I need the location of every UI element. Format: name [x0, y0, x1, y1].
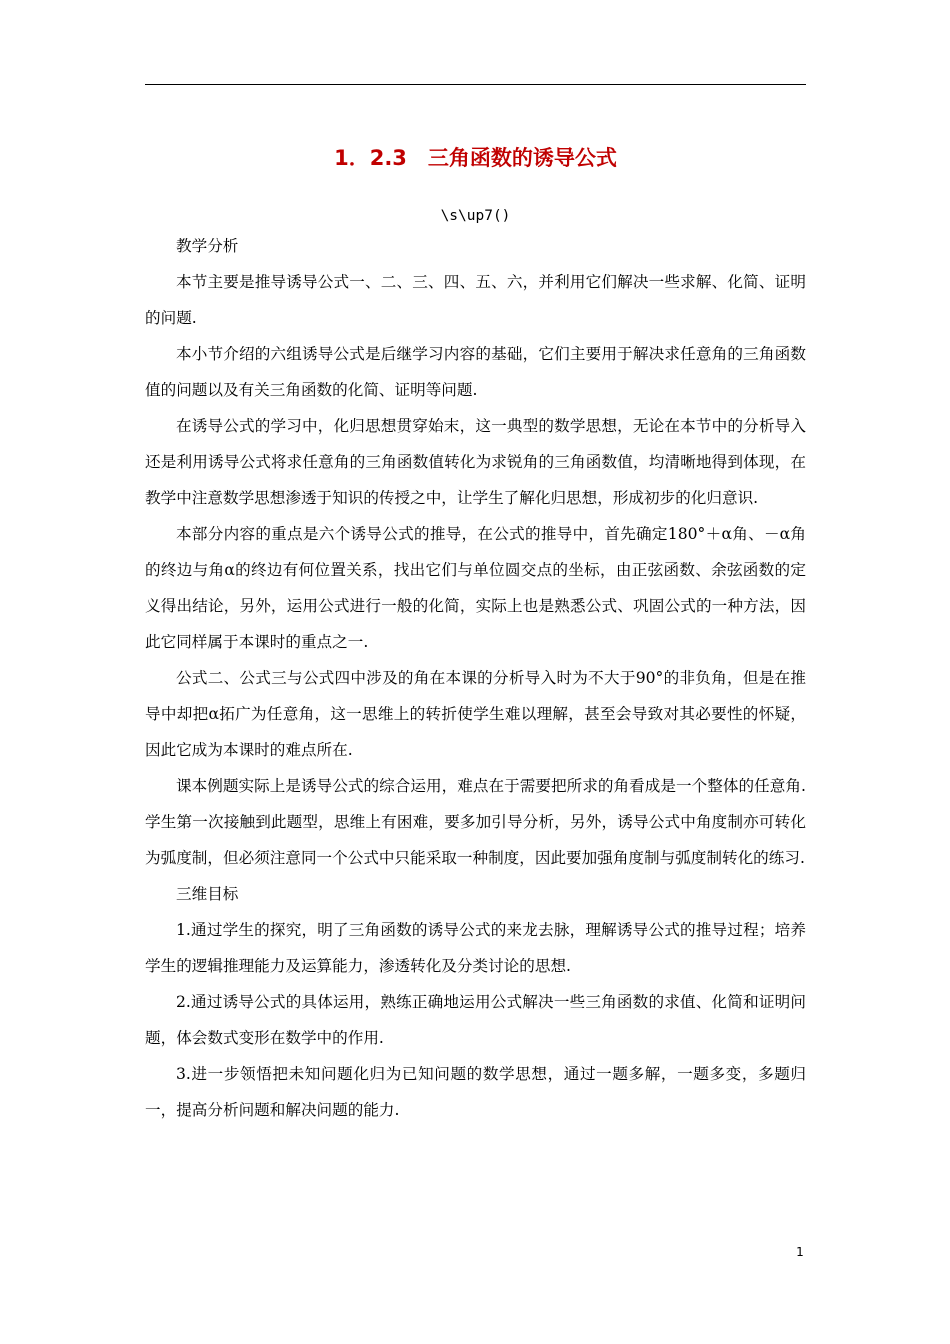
paragraph: 本部分内容的重点是六个诱导公式的推导，在公式的推导中，首先确定180°＋α角、－α角的终边与角α的终边有何位置关系，找出它们与单位圆交点的坐标，由正弦函数、余弦函数的定义得出结论，另外，运用公式进行一般的化简，实际上也是熟悉公式、巩固公式的一种方法，因此它同样属于本课时的重点之一.	[145, 525, 806, 651]
paragraph: 课本例题实际上是诱导公式的综合运用，难点在于需要把所求的角看成是一个整体的任意角.学生第一次接触到此题型，思维上有困难，要多加引导分析，另外，诱导公式中角度制亦可转化为弧度制，但必须注意同一个公式中只能采取一种制度，因此要加强角度制与弧度制转化的练习.	[145, 777, 806, 867]
goal-item: 2.通过诱导公式的具体运用，熟练正确地运用公式解决一些三角函数的求值、化简和证明问题，体会数式变形在数学中的作用.	[145, 993, 806, 1047]
paragraph: 公式二、公式三与公式四中涉及的角在本课的分析导入时为不大于90°的非负角，但是在推导中却把α拓广为任意角，这一思维上的转折使学生难以理解，甚至会导致对其必要性的怀疑，因此它成为本课时的难点所在.	[145, 669, 806, 759]
section-heading-goals: 三维目标	[176, 885, 239, 903]
paragraph: 在诱导公式的学习中，化归思想贯穿始末，这一典型的数学思想，无论在本节中的分析导入还是利用诱导公式将求任意角的三角函数值转化为求锐角的三角函数值，均清晰地得到体现，在教学中注意数学思想渗透于知识的传授之中，让学生了解化归思想，形成初步的化归意识.	[145, 417, 806, 507]
field-code-text: \s\up7()	[440, 208, 511, 224]
header-rule	[145, 84, 806, 85]
document-body	[145, 228, 806, 1128]
page-number: 1	[796, 1245, 804, 1259]
goal-item: 1.通过学生的探究，明了三角函数的诱导公式的来龙去脉，理解诱导公式的推导过程；培养学生的逻辑推理能力及运算能力，渗透转化及分类讨论的思想.	[145, 921, 806, 975]
paragraph: 本节主要是推导诱导公式一、二、三、四、五、六，并利用它们解决一些求解、化简、证明的问题.	[145, 273, 806, 327]
document-title: 1．2.3 三角函数的诱导公式	[334, 146, 617, 170]
goal-item: 3.进一步领悟把未知问题化归为已知问题的数学思想，通过一题多解，一题多变，多题归一，提高分析问题和解决问题的能力.	[145, 1065, 806, 1119]
section-heading-analysis: 教学分析	[176, 237, 239, 255]
paragraph: 本小节介绍的六组诱导公式是后继学习内容的基础，它们主要用于解决求任意角的三角函数值的问题以及有关三角函数的化简、证明等问题.	[145, 345, 806, 399]
